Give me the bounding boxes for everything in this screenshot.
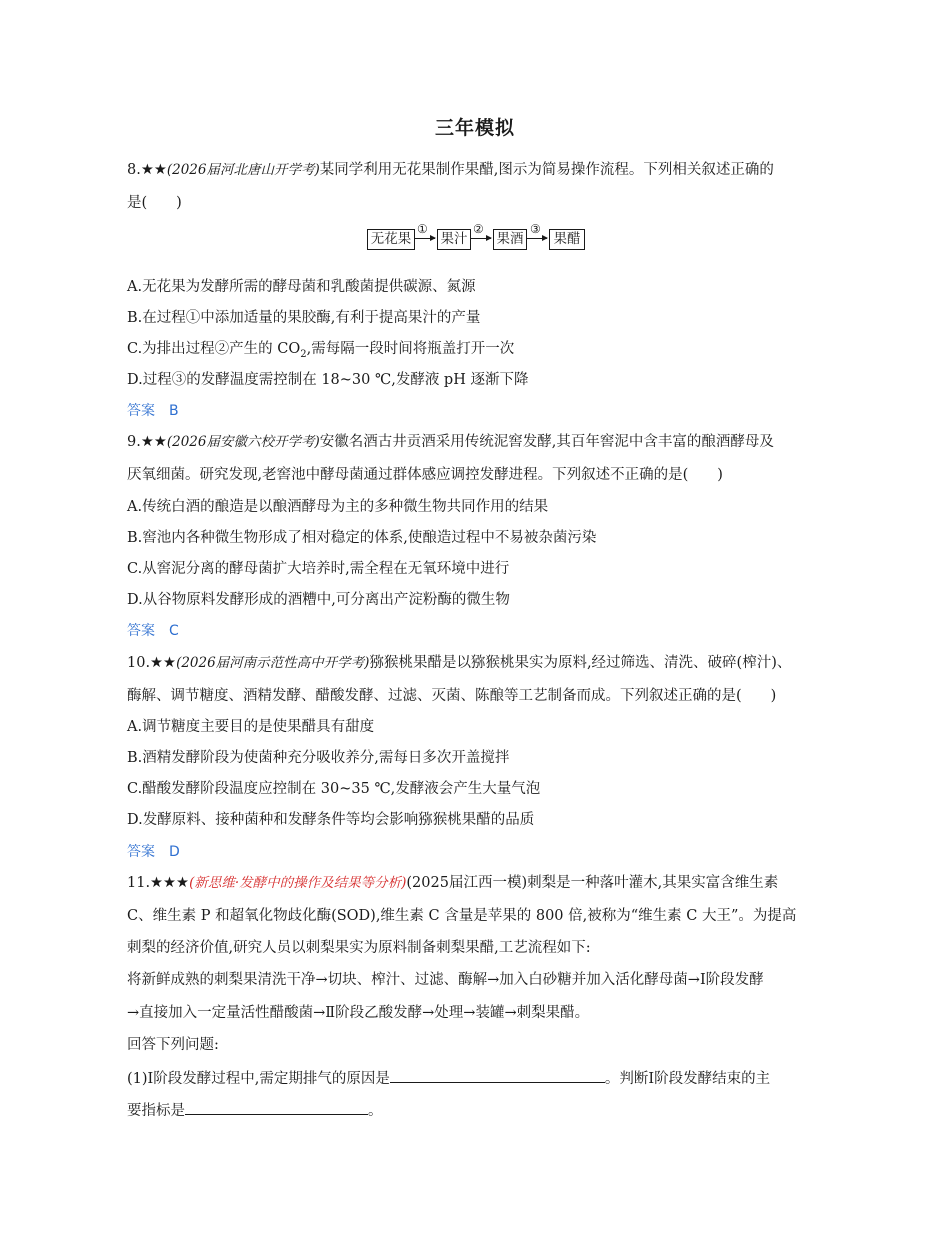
q11-sub1-text4: 。 (368, 1103, 383, 1119)
q11-prompt: 回答下列问题: (127, 1037, 219, 1053)
q10-source: (2026届河南示范性高中开学考) (176, 655, 370, 671)
q8-option-a: A.无花果为发酵所需的酵母菌和乳酸菌提供碳源、氮源 (127, 279, 476, 295)
q9-option-d: D.从谷物原料发酵形成的酒糟中,可分离出产淀粉酶的微生物 (127, 592, 510, 608)
q10-stem-text: 猕猴桃果醋是以猕猴桃果实为原料,经过筛选、清洗、破碎(榨汁)、 (369, 655, 792, 671)
flow-arrow-3 (527, 238, 547, 239)
q10-number: 10.★★ (127, 655, 177, 671)
flow-arrow-2 (471, 238, 491, 239)
q11-number: 11.★★★ (127, 875, 190, 891)
q9-stem-text: 安徽名酒古井贡酒采用传统泥窖发酵,其百年窖泥中含丰富的酿酒酵母及 (319, 434, 774, 450)
q11-stem-line1 (127, 873, 778, 893)
q11-process-line2: →直接加入一定量活性醋酸菌→Ⅱ阶段乙酸发酵→处理→装罐→刺梨果醋。 (127, 1005, 590, 1021)
q9-stem-line2: 厌氧细菌。研究发现,老窖池中酵母菌通过群体感应调控发酵进程。下列叙述不正确的是( ) (127, 467, 723, 483)
q8-flow-diagram (367, 224, 587, 254)
q10-stem-line1 (127, 653, 791, 673)
q8-option-d: D.过程③的发酵温度需控制在 18~30 ℃,发酵液 pH 逐渐下降 (127, 372, 529, 388)
q10-option-b: B.酒精发酵阶段为使菌种充分吸收养分,需每日多次开盖搅拌 (127, 750, 510, 766)
q9-stem-line1 (127, 432, 774, 452)
q11-tag: (新思维·发酵中的操作及结果等分析) (189, 875, 407, 891)
page-title: 三年模拟 (434, 117, 515, 139)
answer-blank-1[interactable] (390, 1067, 605, 1083)
q10-option-a: A.调节糖度主要目的是使果醋具有甜度 (127, 719, 375, 735)
q8-option-c-pre: C.为排出过程②产生的 CO (127, 341, 301, 357)
q11-sub1-text3: 要指标是 (127, 1103, 185, 1119)
flow-step-2: ② (473, 222, 484, 236)
q8-stem-line1 (127, 160, 774, 180)
answer-blank-2[interactable] (185, 1099, 368, 1115)
q8-number: 8.★★ (127, 162, 167, 178)
q8-stem-line2: 是( ) (127, 195, 182, 211)
q8-option-c-post: ,需每隔一段时间将瓶盖打开一次 (306, 341, 515, 357)
flow-step-3: ③ (530, 222, 541, 236)
q11-sub1-line1 (127, 1067, 770, 1089)
flow-box-2: 果汁 (437, 229, 471, 250)
q11-sub1-line2 (127, 1099, 383, 1121)
q9-option-a: A.传统白酒的酿造是以酿酒酵母为主的多种微生物共同作用的结果 (127, 499, 549, 515)
q10-option-d: D.发酵原料、接种菌种和发酵条件等均会影响猕猴桃果醋的品质 (127, 812, 535, 828)
q10-stem-line2: 酶解、调节糖度、酒精发酵、醋酸发酵、过滤、灭菌、陈酿等工艺制备而成。下列叙述正确的是( ) (127, 688, 777, 704)
flow-box-3: 果酒 (493, 229, 527, 250)
flow-box-4: 果醋 (549, 229, 585, 250)
q11-sub1-text: (1)Ⅰ阶段发酵过程中,需定期排气的原因是 (127, 1071, 390, 1087)
q9-number: 9.★★ (127, 434, 167, 450)
q11-source: (2025届江西一模) (406, 875, 528, 891)
q8-option-c (127, 339, 514, 365)
q8-source: (2026届河北唐山开学考) (166, 162, 320, 178)
q9-option-b: B.窖池内各种微生物形成了相对稳定的体系,使酿造过程中不易被杂菌污染 (127, 530, 597, 546)
q8-option-b: B.在过程①中添加适量的果胶酶,有利于提高果汁的产量 (127, 310, 481, 326)
q11-sub1-text2: 。判断Ⅰ阶段发酵结束的主 (604, 1071, 771, 1087)
q11-stem-text: 刺梨是一种落叶灌木,其果实富含维生素 (527, 875, 779, 891)
q10-option-c: C.醋酸发酵阶段温度应控制在 30~35 ℃,发酵液会产生大量气泡 (127, 781, 541, 797)
q10-answer: 答案 D (127, 844, 180, 860)
flow-arrow-1 (415, 238, 435, 239)
q8-answer: 答案 B (127, 403, 179, 419)
q9-option-c: C.从窖泥分离的酵母菌扩大培养时,需全程在无氧环境中进行 (127, 561, 510, 577)
flow-box-1: 无花果 (367, 229, 415, 250)
q11-stem-line2: C、维生素 P 和超氧化物歧化酶(SOD),维生素 C 含量是苹果的 800 倍,被称为“维生素 C 大王”。为提高 (127, 908, 797, 924)
q8-stem-text: 某同学利用无花果制作果醋,图示为简易操作流程。下列相关叙述正确的 (319, 162, 774, 178)
q8-option-c-sub: 2 (300, 348, 307, 360)
q11-process-line1: 将新鲜成熟的刺梨果清洗干净→切块、榨汁、过滤、酶解→加入白砂糖并加入活化酵母菌→Ⅰ阶段发酵 (127, 972, 764, 988)
flow-step-1: ① (417, 222, 428, 236)
q11-stem-line3: 刺梨的经济价值,研究人员以刺梨果实为原料制备刺梨果醋,工艺流程如下: (127, 940, 591, 956)
q9-source: (2026届安徽六校开学考) (166, 434, 320, 450)
q9-answer: 答案 C (127, 623, 179, 639)
